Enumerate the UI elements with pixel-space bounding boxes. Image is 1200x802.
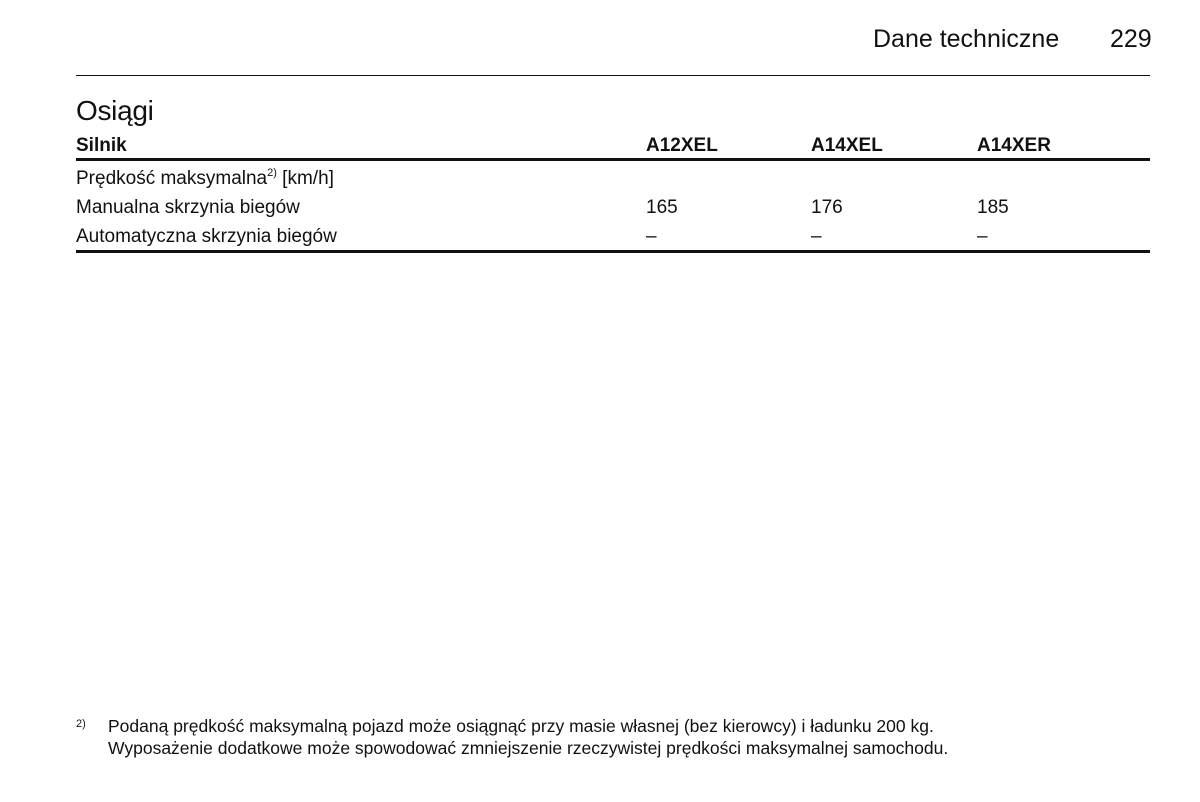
row-label: Manualna skrzynia biegów	[76, 197, 300, 218]
row-value: 185	[977, 197, 1009, 218]
header-cell-a14xel: A14XEL	[811, 135, 883, 156]
header-cell-a14xer: A14XER	[977, 135, 1051, 156]
row-value: –	[977, 226, 988, 247]
header-rule	[76, 75, 1150, 76]
footnote-line: Wyposażenie dodatkowe może spowodować zmniejszenie rzeczywistej prędkości maksymalnej samochodu.	[108, 738, 949, 758]
footnote-mark: 2)	[76, 718, 86, 730]
footnote-ref: 2)	[267, 167, 277, 179]
table-header-rule	[76, 158, 1150, 161]
table-row	[76, 225, 1150, 249]
section-title: Osiągi	[76, 95, 154, 126]
group-label	[76, 167, 334, 191]
group-unit: [km/h]	[276, 168, 334, 189]
row-value: –	[811, 226, 822, 247]
page-number: 229	[1110, 25, 1152, 53]
row-label: Automatyczna skrzynia biegów	[76, 226, 337, 247]
table-group-row	[76, 167, 1150, 191]
header-cell-a12xel: A12XEL	[646, 135, 718, 156]
row-value: 165	[646, 197, 678, 218]
footnote-text	[108, 715, 1148, 759]
table-header-row	[76, 134, 1150, 158]
footnote-line: Podaną prędkość maksymalną pojazd może osiągnąć przy masie własnej (bez kierowcy) i ładunku 200 kg.	[108, 716, 934, 736]
header-title: Dane techniczne	[873, 25, 1060, 53]
table-row	[76, 196, 1150, 220]
row-value: –	[646, 226, 657, 247]
header-cell-engine: Silnik	[76, 135, 127, 156]
group-label-text: Prędkość maksymalna	[76, 168, 268, 189]
table-bottom-rule	[76, 250, 1150, 253]
row-value: 176	[811, 197, 843, 218]
